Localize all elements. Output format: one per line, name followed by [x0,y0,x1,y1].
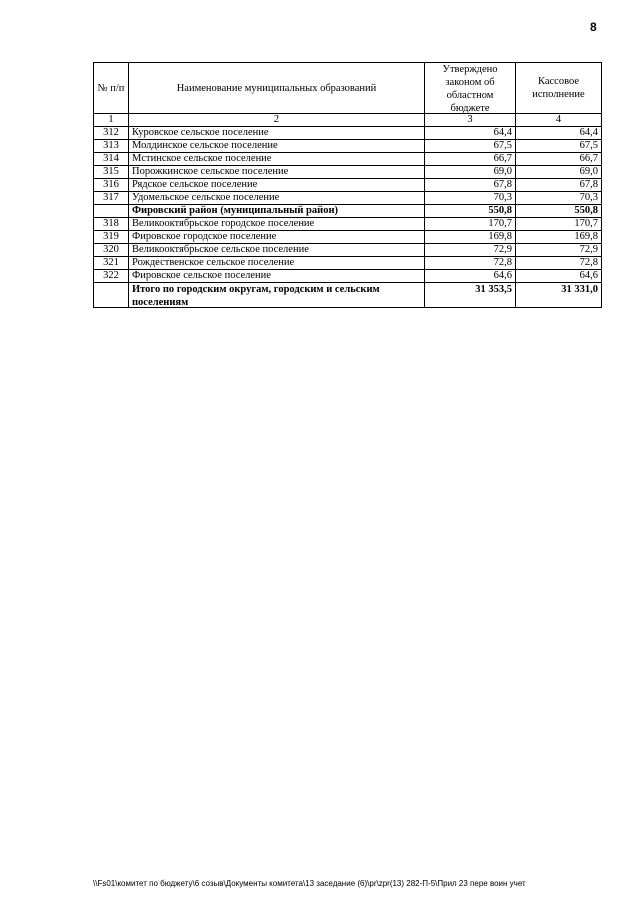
row-executed: 72,8 [516,257,602,270]
row-executed: 70,3 [516,192,602,205]
row-name: Рождественское сельское поселение [129,257,425,270]
row-name: Мстинское сельское поселение [129,153,425,166]
column-number: 3 [425,114,516,127]
district-subtotal-row [94,205,602,218]
footer-file-path: \\Fs01\комитет по бюджету\6 созыв\Документы комитета\13 заседание (6)\pr\zpr(13) 282-П-5\Прил 23 пере воин учет [93,879,526,888]
row-approved: 69,0 [425,166,516,179]
row-approved: 67,5 [425,140,516,153]
row-name: Порожкинское сельское поселение [129,166,425,179]
row-executed: 64,6 [516,270,602,283]
row-name: Великооктябрьское сельское поселение [129,244,425,257]
row-number: 320 [94,244,129,257]
row-number [94,283,129,308]
row-number: 321 [94,257,129,270]
table-row [94,257,602,270]
column-number: 2 [129,114,425,127]
row-name: Фировское сельское поселение [129,270,425,283]
row-number [94,205,129,218]
row-approved: 66,7 [425,153,516,166]
row-name: Фировский район (муниципальный район) [129,205,425,218]
row-executed: 64,4 [516,127,602,140]
total-approved: 31 353,5 [425,283,516,308]
row-approved: 72,8 [425,257,516,270]
row-approved: 72,9 [425,244,516,257]
row-number: 319 [94,231,129,244]
budget-table [93,62,602,308]
row-number: 322 [94,270,129,283]
table-row [94,140,602,153]
row-number: 312 [94,127,129,140]
row-approved: 64,6 [425,270,516,283]
header-executed: Кассовое исполнение [516,63,602,114]
total-executed: 31 331,0 [516,283,602,308]
row-executed: 66,7 [516,153,602,166]
row-number: 318 [94,218,129,231]
row-name: Рядское сельское поселение [129,179,425,192]
total-name: Итого по городским округам, городским и сельским поселениям [129,283,425,308]
row-executed: 72,9 [516,244,602,257]
row-name: Куровское сельское поселение [129,127,425,140]
table-header-row [94,63,602,114]
table-row [94,166,602,179]
row-number: 313 [94,140,129,153]
table-row [94,192,602,205]
row-executed: 69,0 [516,166,602,179]
row-number: 317 [94,192,129,205]
header-approved: Утверждено законом об областном бюджете [425,63,516,114]
row-name: Великооктябрьское городское поселение [129,218,425,231]
row-approved: 64,4 [425,127,516,140]
row-number: 315 [94,166,129,179]
row-executed: 67,8 [516,179,602,192]
header-name: Наименование муниципальных образований [129,63,425,114]
row-approved: 67,8 [425,179,516,192]
page-number: 8 [590,20,597,34]
row-name: Фировское городское поселение [129,231,425,244]
table-row [94,218,602,231]
table-row [94,244,602,257]
row-approved: 169,8 [425,231,516,244]
table-row [94,231,602,244]
table-row [94,270,602,283]
row-executed: 169,8 [516,231,602,244]
grand-total-row [94,283,602,308]
table-row [94,127,602,140]
row-approved: 550,8 [425,205,516,218]
column-number: 4 [516,114,602,127]
row-approved: 170,7 [425,218,516,231]
column-number: 1 [94,114,129,127]
table-row [94,179,602,192]
table-row [94,153,602,166]
row-executed: 67,5 [516,140,602,153]
row-name: Удомельское сельское поселение [129,192,425,205]
row-number: 314 [94,153,129,166]
row-approved: 70,3 [425,192,516,205]
column-numbers-row [94,114,602,127]
header-number: № п/п [94,63,129,114]
row-name: Молдинское сельское поселение [129,140,425,153]
row-number: 316 [94,179,129,192]
row-executed: 550,8 [516,205,602,218]
row-executed: 170,7 [516,218,602,231]
